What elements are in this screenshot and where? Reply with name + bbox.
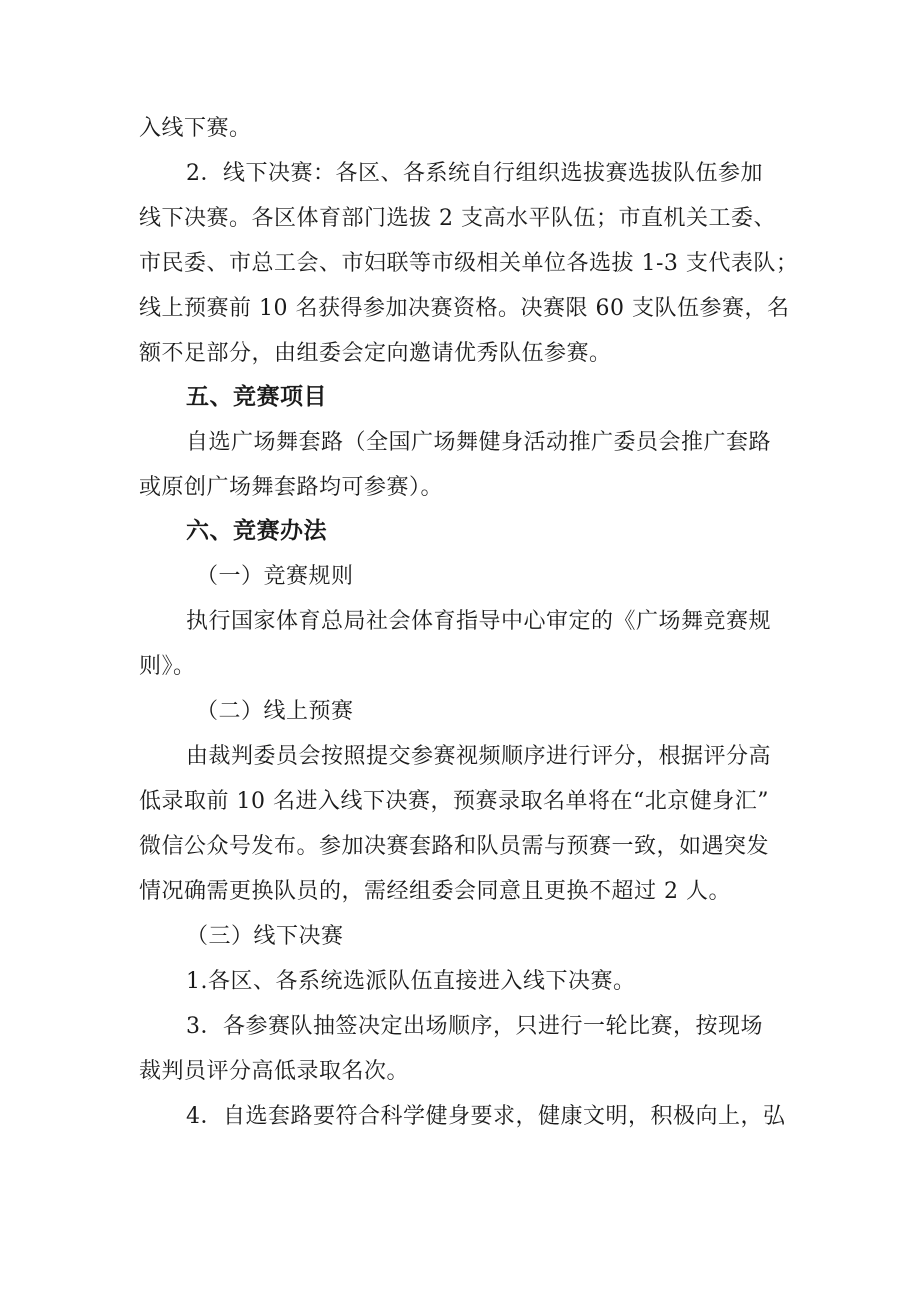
paragraph-line: 自选广场舞套路（全国广场舞健身活动推广委员会推广套路 — [186, 430, 772, 455]
paragraph-line: 线上预赛前 10 名获得参加决赛资格。决赛限 60 支队伍参赛，名 — [139, 296, 790, 321]
subsection-heading-1: （一）竞赛规则 — [196, 564, 354, 589]
paragraph-line: 微信公众号发布。参加决赛套路和队员需与预赛一致，如遇突发 — [139, 834, 770, 859]
section-heading-6: 六、竞赛办法 — [186, 518, 327, 544]
subsection-heading-2: （二）线上预赛 — [196, 699, 354, 724]
paragraph-line: 则》。 — [139, 654, 196, 679]
paragraph-line: 情况确需更换队员的，需经组委会同意且更换不超过 2 人。 — [139, 879, 731, 904]
paragraph-line: 入线下赛。 — [139, 116, 252, 141]
paragraph-line: 市民委、市总工会、市妇联等市级相关单位各选拔 1-3 支代表队； — [139, 251, 799, 276]
paragraph-line: 由裁判委员会按照提交参赛视频顺序进行评分，根据评分高 — [186, 744, 772, 769]
paragraph-line: 额不足部分，由组委会定向邀请优秀队伍参赛。 — [139, 341, 612, 366]
subsection-heading-3: （三）线下决赛 — [186, 924, 344, 949]
paragraph-line: 3．各参赛队抽签决定出场顺序，只进行一轮比赛，按现场 — [186, 1014, 763, 1039]
paragraph-line: 裁判员评分高低录取名次。 — [139, 1059, 410, 1084]
paragraph-line: 1.各区、各系统选派队伍直接进入线下决赛。 — [186, 969, 636, 994]
paragraph-line: 低录取前 10 名进入线下决赛，预赛录取名单将在“北京健身汇” — [139, 789, 769, 814]
paragraph-line: 线下决赛。各区体育部门选拔 2 支高水平队伍；市直机关工委、 — [139, 206, 776, 231]
paragraph-line: 2．线下决赛：各区、各系统自行组织选拔赛选拔队伍参加 — [186, 161, 763, 186]
section-heading-5: 五、竞赛项目 — [186, 384, 327, 410]
paragraph-line: 或原创广场舞套路均可参赛）。 — [139, 475, 444, 500]
paragraph-line: 执行国家体育总局社会体育指导中心审定的《广场舞竞赛规 — [186, 609, 772, 634]
paragraph-line: 4．自选套路要符合科学健身要求，健康文明，积极向上，弘 — [186, 1104, 786, 1129]
